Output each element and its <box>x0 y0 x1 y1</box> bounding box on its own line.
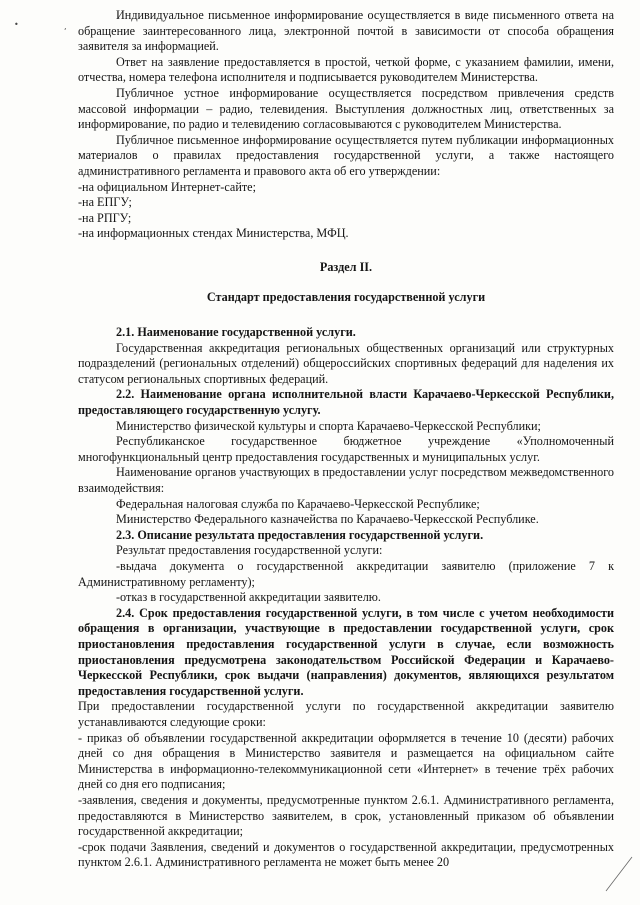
text-2-4-order: - приказ об объявлении государственной аккредитации оформляется в течение 10 (десяти) рабочих дней со дня обращения в Министерство заявителя и размещается на официальном сайте Министерства в информационно-телекоммуникационной сети «Интернет» в течение трёх рабочих дней со дня его подписания; <box>78 730 614 792</box>
heading-2-1: 2.1. Наименование государственной услуги. <box>116 325 356 340</box>
text-2-3-result: Результат предоставления государственной услуги: <box>116 543 383 558</box>
text-2-2-mfc: Республиканское государственное бюджетное учреждение «Уполномоченный многофункциональный центр предоставления государственных и муниципальных услуг. <box>78 434 614 464</box>
pen-stroke-mark <box>604 853 634 893</box>
text-2-2-organs: Наименование органов участвующих в предоставлении услуг посредством межведомственного взаимодействия: <box>78 465 614 496</box>
text-2-4-documents: -заявления, сведения и документы, предусмотренные пунктом 2.6.1. Административного регламента, предоставляются в Министерство заявителем, в срок, установленный приказом об объявлении государственной аккредитации; <box>78 792 614 839</box>
list-item-epgu: -на ЕПГУ; <box>78 195 132 210</box>
list-item-rpgu: -на РПГУ; <box>78 210 132 225</box>
paragraph-public-oral: Публичное устное информирование осуществляется посредством привлечения средств массовой информации – радио, телевидения. Выступления должностных лиц, ответственных за информирование, по радио и телевидению согласовываются с руководителем Министерства. <box>78 85 614 132</box>
text-2-3-refusal: -отказ в государственной аккредитации заявителю. <box>116 590 381 605</box>
text-2-2-ministry: Министерство физической культуры и спорта Карачаево-Черкесской Республики; <box>116 418 541 433</box>
text-2-3-issue: -выдача документа о государственной аккредитации заявителю (приложение 7 к Административному регламенту); <box>78 559 614 589</box>
paragraph-individual-info: Индивидуальное письменное информирование осуществляется в виде письменного ответа на обращение заинтересованного лица, электронной почтой в зависимости от способа обращения заявителя за информацией. <box>78 8 614 54</box>
list-item-website: -на официальном Интернет-сайте; <box>78 179 256 194</box>
document-body <box>78 8 614 871</box>
section-title: Раздел II. <box>319 259 373 274</box>
text-2-4-deadline: -срок подачи Заявления, сведений и документов о государственной аккредитации, предусмотренных пунктом 2.6.1. Административного регламента не может быть менее 20 <box>78 839 614 870</box>
scan-tick-mark: , <box>64 22 67 31</box>
scan-dot-mark: • <box>14 20 19 29</box>
heading-2-4: 2.4. Срок предоставления государственной услуги, в том числе с учетом необходимости обращения в организации, участвующие в предоставлении государственной услуги, срок приостановления предоставления государственной услуги в случае, если возможность приостановления предусмотрена законодательством Российской Федерации и Карачаево-Черкесской Республики, срок выдачи (направления) документов, являющихся результатом предоставления государственной услуги. <box>78 605 614 698</box>
text-2-4-intro: При предоставлении государственной услуги по государственной аккредитации заявителю устанавливаются следующие сроки: <box>78 699 614 729</box>
paragraph-answer-form: Ответ на заявление предоставляется в простой, четкой форме, с указанием фамилии, имени, отчества, номера телефона исполнителя и подписывается руководителем Министерства. <box>78 54 614 85</box>
standard-title: Стандарт предоставления государственной услуги <box>206 289 486 304</box>
heading-2-2: 2.2. Наименование органа исполнительной власти Карачаево-Черкесской Республики, предоставляющего государственную услугу. <box>78 387 614 418</box>
paragraph-public-written: Публичное письменное информирование осуществляется путем публикации информационных материалов о правилах предоставления государственной услуги, а также настоящего административного регламента и правового акта об его утверждении: <box>78 132 614 178</box>
text-2-2-treasury: Министерство Федерального казначейства по Карачаево-Черкесской Республике. <box>116 512 539 527</box>
list-item-stands: -на информационных стендах Министерства, МФЦ. <box>78 226 349 241</box>
text-2-1: Государственная аккредитация региональных общественных организаций или структурных подразделений (региональных отделений) общероссийских спортивных федераций для наделения их статусом региональных спортивных федераций. <box>78 340 614 386</box>
text-2-2-tax-service: Федеральная налоговая служба по Карачаево-Черкесской Республике; <box>116 496 480 511</box>
heading-2-3: 2.3. Описание результата предоставления государственной услуги. <box>116 527 484 542</box>
